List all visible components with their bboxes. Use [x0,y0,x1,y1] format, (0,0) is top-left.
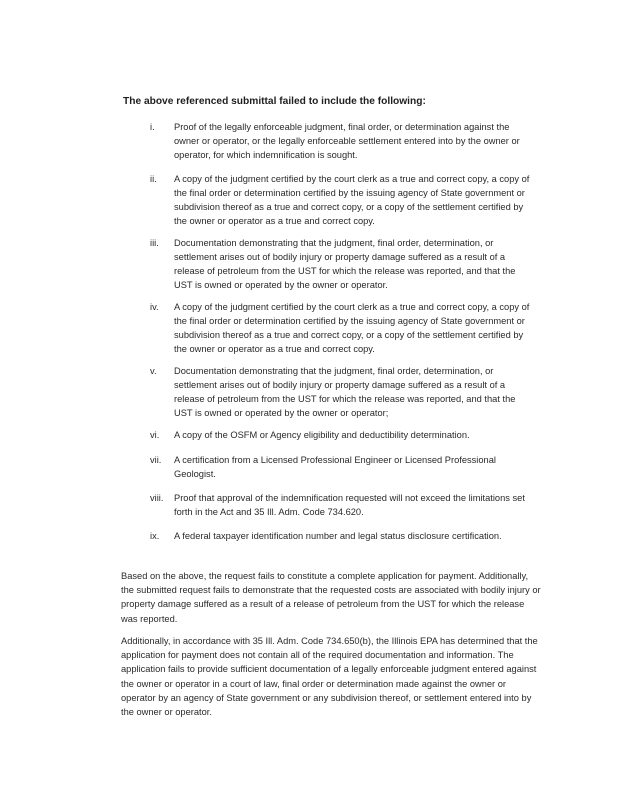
item-number: ii. [150,174,157,184]
item-number: ix. [150,531,160,541]
item-text: Documentation demonstrating that the judgment, final order, determination, or settlement arises out of bodily injury or property damage suffered as a result of a release of petroleum from the UST for which the release was reported, and that the UST is owned or operated by the owner or operator. [174,238,516,290]
item-number: iv. [150,302,159,312]
item-text: A copy of the judgment certified by the court clerk as a true and correct copy, a copy of the final order or determination certified by the issuing agency of State government or subdivision thereof as a true and correct copy, or a copy of the settlement certified by the owner or operator as a true and correct copy. [174,302,530,354]
item-number: viii. [150,493,164,503]
item-text: A copy of the OSFM or Agency eligibility and deductibility determination. [174,430,470,440]
item-number: v. [150,366,157,376]
section-heading: The above referenced submittal failed to include the following: [123,96,426,107]
item-text: Proof of the legally enforceable judgment, final order, or determination against the owner or operator, or the legally enforceable settlement entered into by the owner or operator, for which indemnification is sought. [174,122,520,160]
body-paragraph: Additionally, in accordance with 35 Ill. Adm. Code 734.650(b), the Illinois EPA has determined that the application for payment does not contain all of the required documentation and information. The application fails to provide sufficient documentation of a legally enforceable judgment entered against the owner or operator in a court of law, final order or determination made against the owner or operator by an agency of State government or any subdivision thereof, or settlement entered into by the owner or operator. [121,636,538,718]
item-text: Documentation demonstrating that the judgment, final order, determination, or settlement arises out of bodily injury or property damage suffered as a result of a release of petroleum from the UST for which the release was reported, and that the UST is owned or operated by the owner or operator; [174,366,516,418]
item-text: Proof that approval of the indemnification requested will not exceed the limitations set forth in the Act and 35 Ill. Adm. Code 734.620. [174,493,525,517]
item-number: iii. [150,238,159,248]
item-number: vii. [150,455,162,465]
item-number: vi. [150,430,160,440]
item-number: i. [150,122,155,132]
body-paragraph: Based on the above, the request fails to constitute a complete application for payment. Additionally, the submitted request fails to demonstrate that the requested costs are associated with bodily injury or property damage suffered as a result of a release of petroleum from the UST for which the release was reported. [121,571,541,624]
item-text: A certification from a Licensed Professional Engineer or Licensed Professional Geologist. [174,455,496,479]
item-text: A federal taxpayer identification number and legal status disclosure certification. [174,531,502,541]
item-text: A copy of the judgment certified by the court clerk as a true and correct copy, a copy of the final order or determination certified by the issuing agency of State government or subdivision thereof as a true and correct copy, or a copy of the settlement certified by the owner or operator as a true and correct copy. [174,174,530,226]
